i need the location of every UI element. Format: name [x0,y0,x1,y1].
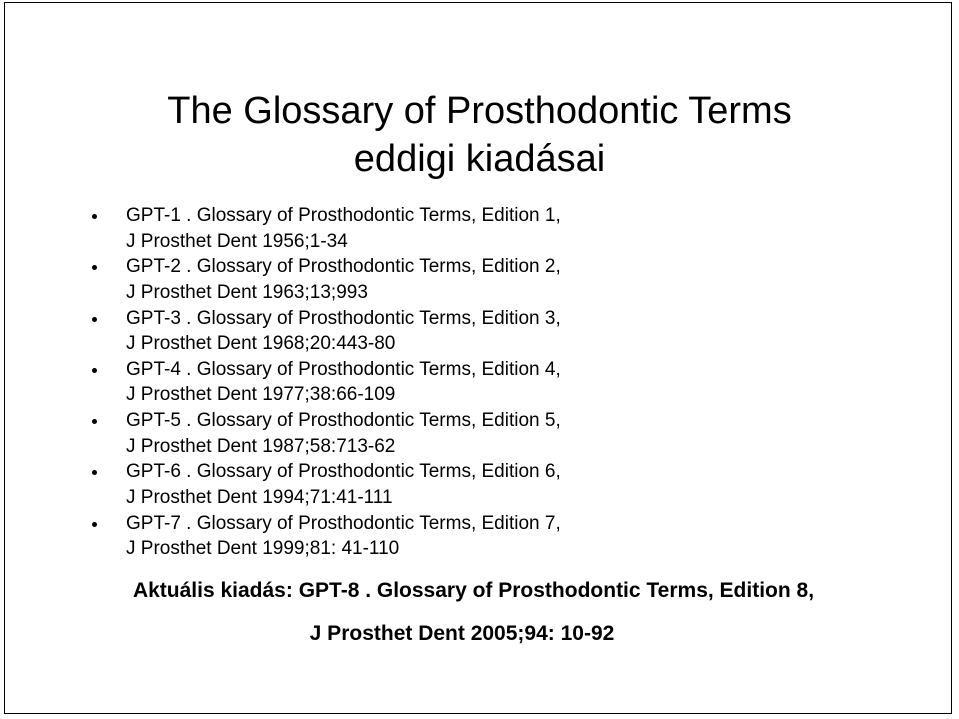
title-line-2: eddigi kiadásai [353,138,606,181]
bullet-icon [92,522,97,527]
edition-citation: J Prosthet Dent 1999;81: 41-110 [126,538,400,560]
edition-title: GPT-7 . Glossary of Prosthodontic Terms, Edition 7, [126,512,561,534]
current-edition-citation: J Prosthet Dent 2005;94: 10-92 [309,622,615,645]
edition-title: GPT-1 . Glossary of Prosthodontic Terms, Edition 1, [126,205,561,226]
edition-item-4 [92,357,561,408]
edition-item-2 [92,254,561,305]
edition-citation: J Prosthet Dent 1977;38:66-109 [126,384,396,406]
edition-title: GPT-3 . Glossary of Prosthodontic Terms, Edition 3, [126,307,561,329]
edition-citation: J Prosthet Dent 1994;71:41-111 [126,487,393,509]
edition-title: GPT-2 . Glossary of Prosthodontic Terms, Edition 2, [126,256,561,278]
bullet-icon [92,368,97,373]
edition-item-5 [92,408,561,459]
edition-title: GPT-6 . Glossary of Prosthodontic Terms, Edition 6, [126,461,561,483]
editions-list [92,203,561,562]
bullet-icon [92,317,97,322]
bullet-icon [92,214,97,219]
current-edition-title: GPT-8 . Glossary of Prosthodontic Terms, Edition 8, [298,579,815,602]
edition-citation: J Prosthet Dent 1987;58:713-62 [126,435,396,457]
bullet-icon [92,470,97,475]
bullet-icon [92,419,97,424]
edition-title: GPT-4 . Glossary of Prosthodontic Terms, Edition 4, [126,358,561,380]
edition-citation: J Prosthet Dent 1956;1-34 [126,230,348,252]
edition-item-3 [92,306,561,357]
edition-item-7 [92,511,561,562]
current-edition-line-1 [0,577,959,605]
edition-item-6 [92,459,561,510]
edition-title: GPT-5 . Glossary of Prosthodontic Terms, Edition 5, [126,410,561,432]
edition-citation: J Prosthet Dent 1963;13;993 [126,281,368,303]
edition-item-1 [92,203,561,254]
slide-title [0,87,959,183]
edition-citation: J Prosthet Dent 1968;20:443-80 [126,333,396,355]
title-line-1: The Glossary of Prosthodontic Terms [167,90,792,133]
bullet-icon [92,265,97,270]
current-edition-label: Aktuális kiadás: [132,579,293,602]
